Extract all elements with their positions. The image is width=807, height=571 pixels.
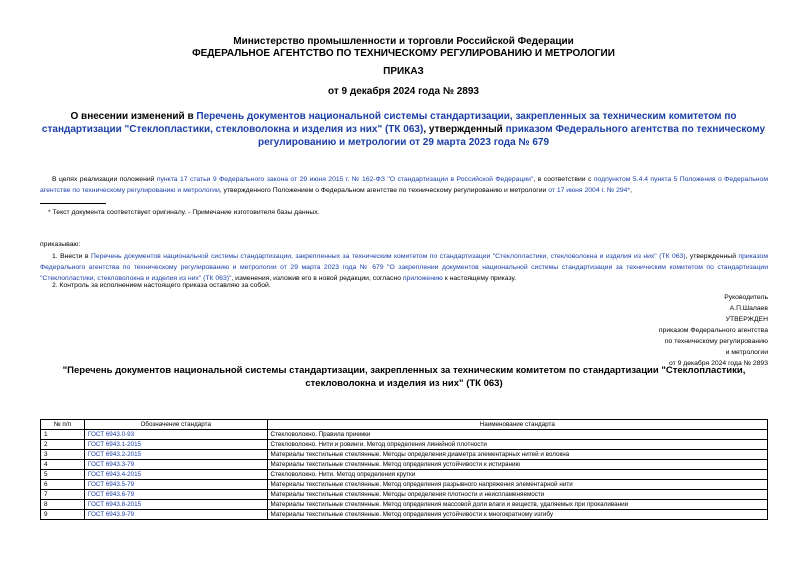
standard-designation[interactable]: ГОСТ 6943.3-79	[87, 461, 135, 468]
standard-link[interactable]	[84, 480, 267, 490]
preamble-text-4: ,	[630, 187, 632, 194]
standard-designation[interactable]: ГОСТ 6943.0-93	[87, 431, 135, 438]
order-verb: приказываю:	[40, 241, 81, 248]
header-name: Наименование стандарта	[267, 420, 767, 430]
standard-link[interactable]	[84, 450, 267, 460]
row-number: 1	[41, 430, 85, 440]
standard-designation[interactable]: ГОСТ 6943.6-79	[87, 491, 135, 498]
table-row	[41, 450, 768, 460]
clause-1	[40, 251, 768, 284]
row-number: 6	[41, 480, 85, 490]
header-designation: Обозначение стандарта	[84, 420, 267, 430]
standard-link[interactable]	[84, 430, 267, 440]
standard-designation[interactable]: ГОСТ 6943.4-2015	[87, 471, 142, 478]
order-date: от 9 декабря 2024 года № 2893	[327, 86, 479, 97]
standard-name: Материалы текстильные стеклянные. Метод определения массовой доли влаги и веществ, удаляемых при прокаливании	[267, 500, 767, 510]
clause-1-text-1: 1. Внести в	[52, 253, 91, 260]
clause-1-text-4: к настоящему приказу.	[442, 275, 517, 282]
standards-table	[40, 419, 768, 520]
clause-1-text-2: , утвержденный	[685, 253, 739, 260]
approved-line-3: и метрологии	[725, 349, 768, 356]
table-row	[41, 500, 768, 510]
standard-designation[interactable]: ГОСТ 6943.2-2015	[87, 451, 142, 458]
table-row	[41, 430, 768, 440]
standard-name: Материалы текстильные стеклянные. Методы определения диаметра элементарных нитей и волокна	[267, 450, 767, 460]
preamble-text-3: , утвержденного Положением о Федеральном агентстве по техническому регулированию и метрологии	[219, 187, 549, 194]
standard-designation[interactable]: ГОСТ 6943.5-79	[87, 481, 135, 488]
link-order-679[interactable]: приказом Федерального агентства по техническому регулированию и метрологии от 29 марта 2023 года № 679 "О закреплении документов национальной системы стандартизации за техническим комитетом по стандартизации "Стеклопластики, стекловолокна и изделия из них" (ТК 063)"	[40, 253, 768, 282]
standard-name: Материалы текстильные стеклянные. Метод определения устойчивости к многократному изгибу	[267, 510, 767, 520]
standard-link[interactable]	[84, 440, 267, 450]
signature-name: А.П.Шалаев	[729, 305, 768, 312]
signature-role: Руководитель	[724, 294, 768, 301]
table-row	[41, 440, 768, 450]
table-header-row	[41, 420, 768, 430]
table-row	[41, 470, 768, 480]
table-row	[41, 460, 768, 470]
clause-2: 2. Контроль за исполнением настоящего приказа оставляю за собой.	[52, 282, 271, 289]
standard-name: Материалы текстильные стеклянные. Метод определения устойчивости к истиранию	[267, 460, 767, 470]
preamble-paragraph	[40, 174, 768, 196]
order-title	[32, 110, 775, 149]
document-header	[0, 36, 807, 60]
approved-line-2: по техническому регулированию	[664, 338, 768, 345]
row-number: 5	[41, 470, 85, 480]
footnote: * Текст документа соответствует оригиналу. - Примечание изготовителя базы данных.	[48, 209, 320, 216]
clause-1-text-3: , изменения, изложив его в новой редакции, согласно	[231, 275, 403, 282]
header-number: № п/п	[41, 420, 85, 430]
row-number: 2	[41, 440, 85, 450]
table-row	[41, 510, 768, 520]
approved-line-4: от 9 декабря 2024 года № 2893	[668, 360, 768, 367]
link-list-document[interactable]: Перечень документов национальной системы стандартизации, закрепленных за техническим комитетом по стандартизации "Стеклопластики, стекловолокна и изделия из них" (ТК 063)	[90, 253, 686, 260]
row-number: 4	[41, 460, 85, 470]
title-prefix: О внесении изменений в	[70, 111, 197, 122]
standard-link[interactable]	[84, 490, 267, 500]
title-link-order[interactable]: приказом Федерального агентства по техническому регулированию и метрологии от 29 марта 2023 года № 679	[257, 124, 766, 148]
approved-label: УТВЕРЖДЕН	[725, 316, 768, 323]
link-resolution-date[interactable]: от 17 июня 2004 г. № 294*	[548, 187, 631, 194]
row-number: 3	[41, 450, 85, 460]
row-number: 9	[41, 510, 85, 520]
signature-block	[659, 292, 768, 369]
standard-link[interactable]	[84, 510, 267, 520]
order-label: ПРИКАЗ	[383, 66, 424, 77]
title-link-list[interactable]: Перечень документов национальной системы стандартизации, закрепленных за техническим комитетом по стандартизации "Стеклопластики, стекловолокна и изделия из них" (ТК 063)	[41, 111, 737, 135]
row-number: 7	[41, 490, 85, 500]
link-regulation-clause[interactable]: подпунктом 5.4.4 пункта 5 Положения о Федеральном агентстве по техническому регулированию и метрологии	[40, 176, 769, 194]
table-row	[41, 480, 768, 490]
approved-line-1: приказом Федерального агентства	[658, 327, 768, 334]
standard-designation[interactable]: ГОСТ 6943.8-2015	[87, 501, 142, 508]
preamble-text-1: В целях реализации положений	[52, 176, 157, 183]
standard-name: Материалы текстильные стеклянные. Методы определения плотности и неиспламеняемости	[267, 490, 767, 500]
ministry-name: Министерство промышленности и торговли Российской Федерации	[233, 36, 574, 47]
link-appendix[interactable]: приложению	[402, 275, 443, 282]
agency-name: ФЕДЕРАЛЬНОЕ АГЕНТСТВО ПО ТЕХНИЧЕСКОМУ РЕГУЛИРОВАНИЮ И МЕТРОЛОГИИ	[192, 48, 615, 59]
standard-name: Стекловолокно. Нити и ровинги. Метод определения линейной плотности	[267, 440, 767, 450]
standard-name: Материалы текстильные стеклянные. Метод определения разрывного напряжения элементарной нити	[267, 480, 767, 490]
standard-designation[interactable]: ГОСТ 6943.9-79	[87, 511, 135, 518]
standard-link[interactable]	[84, 460, 267, 470]
standard-link[interactable]	[84, 500, 267, 510]
link-federal-law[interactable]: пункта 17 статьи 9 Федерального закона от 29 июня 2015 г. № 162-ФЗ "О стандартизации в Российской Федерации"	[156, 176, 534, 183]
title-middle: , утвержденный	[423, 124, 506, 135]
standard-link[interactable]	[84, 470, 267, 480]
table-row	[41, 490, 768, 500]
standard-name: Стекловолокно. Правила приемки	[267, 430, 767, 440]
preamble-text-2: , в соответствии с	[533, 176, 594, 183]
row-number: 8	[41, 500, 85, 510]
standard-name: Стекловолокно. Нити. Метод определения крутки	[267, 470, 767, 480]
footnote-divider	[40, 203, 106, 204]
standard-designation[interactable]: ГОСТ 6943.1-2015	[87, 441, 142, 448]
list-title: "Перечень документов национальной системы стандартизации, закрепленных за техническим комитетом по стандартизации "Стеклопластики, стекловолокна и изделия из них" (ТК 063)	[62, 365, 746, 389]
